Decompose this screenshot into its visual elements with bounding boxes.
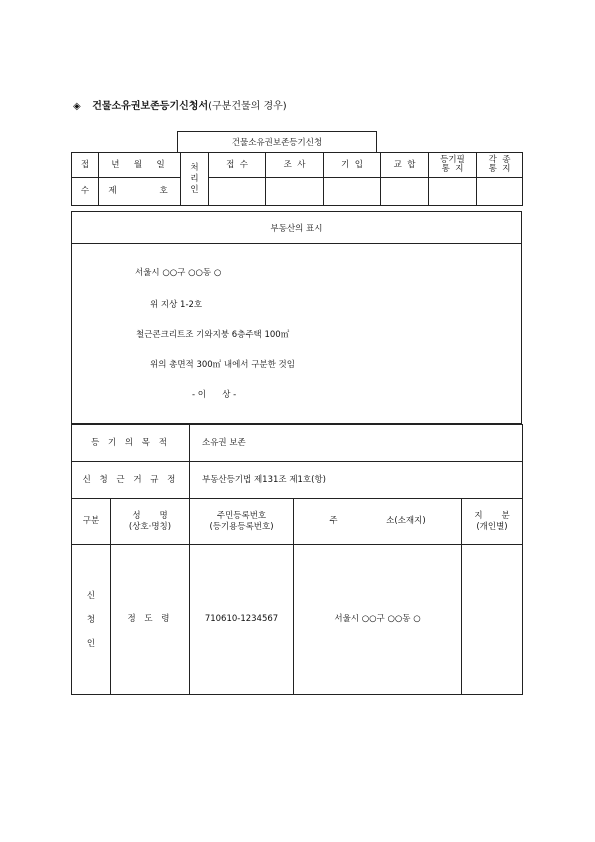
property-section: [71, 211, 522, 424]
receipt-label-bottom: 수: [72, 178, 99, 206]
receipt-date-label: 년 월 일: [99, 153, 181, 178]
applicant-name[interactable]: 정 도 령: [111, 545, 190, 695]
step-completion-notice-cell[interactable]: [429, 178, 477, 206]
step-receive: 접 수: [209, 153, 266, 178]
step-inspect-cell[interactable]: [266, 178, 324, 206]
header-name: 성 명 (상호·명칭): [111, 499, 190, 545]
form-title: 건물소유권보존등기신청서: [92, 101, 209, 112]
receipt-table: [71, 152, 523, 206]
step-receive-cell[interactable]: [209, 178, 266, 206]
header-type: 구분: [72, 499, 111, 545]
applicant-type: 신 청 인: [72, 545, 111, 695]
step-inspect: 조 사: [266, 153, 324, 178]
step-verify: 교 합: [381, 153, 429, 178]
purpose-value[interactable]: 소유권 보존: [190, 425, 523, 462]
purpose-label: 등 기 의 목 적: [72, 425, 190, 462]
step-record: 기 입: [324, 153, 381, 178]
form-title-line: [73, 97, 287, 112]
registration-table: [71, 424, 523, 695]
basis-value[interactable]: 부동산등기법 제131조 제1호(항): [190, 462, 523, 499]
step-verify-cell[interactable]: [381, 178, 429, 206]
applicant-share[interactable]: [462, 545, 523, 695]
receipt-banner-label: 건물소유권보존등기신청: [231, 138, 323, 148]
header-share: 지 분 (개인별): [462, 499, 523, 545]
form-subtitle: (구분건물의 경우): [208, 101, 287, 112]
process-label: 처 리 인: [181, 153, 209, 206]
property-address-line: 서울시 ○○구 ○○동 ○: [135, 268, 222, 278]
applicant-address[interactable]: 서울시 ○○구 ○○동 ○: [294, 545, 462, 695]
header-reg-no: 주민등록번호 (등기용등록번호): [190, 499, 294, 545]
applicant-reg-no[interactable]: 710610-1234567: [190, 545, 294, 695]
header-address: 주 소(소재지): [294, 499, 462, 545]
property-lot-line: 위 지상 1-2호: [150, 300, 203, 310]
property-heading: 부동산의 표시: [72, 212, 521, 244]
basis-label: 신 청 근 거 규 정: [72, 462, 190, 499]
diamond-bullet-icon: ◈: [73, 101, 81, 112]
step-other-notice-cell[interactable]: [477, 178, 523, 206]
receipt-banner: [177, 131, 377, 153]
property-end-line: - 이 상 -: [192, 390, 237, 400]
step-other-notice: 각 종 통 지: [477, 153, 523, 178]
receipt-number-label: 제 호: [99, 178, 181, 206]
step-record-cell[interactable]: [324, 178, 381, 206]
property-area-line: 위의 총면적 300㎡ 내에서 구분한 것임: [150, 360, 295, 370]
table-row: [72, 545, 523, 695]
step-completion-notice: 등기필 통 지: [429, 153, 477, 178]
property-structure-line: 철근콘크리트조 기와지붕 6층주택 100㎡: [136, 330, 290, 340]
receipt-label-top: 접: [72, 153, 99, 178]
